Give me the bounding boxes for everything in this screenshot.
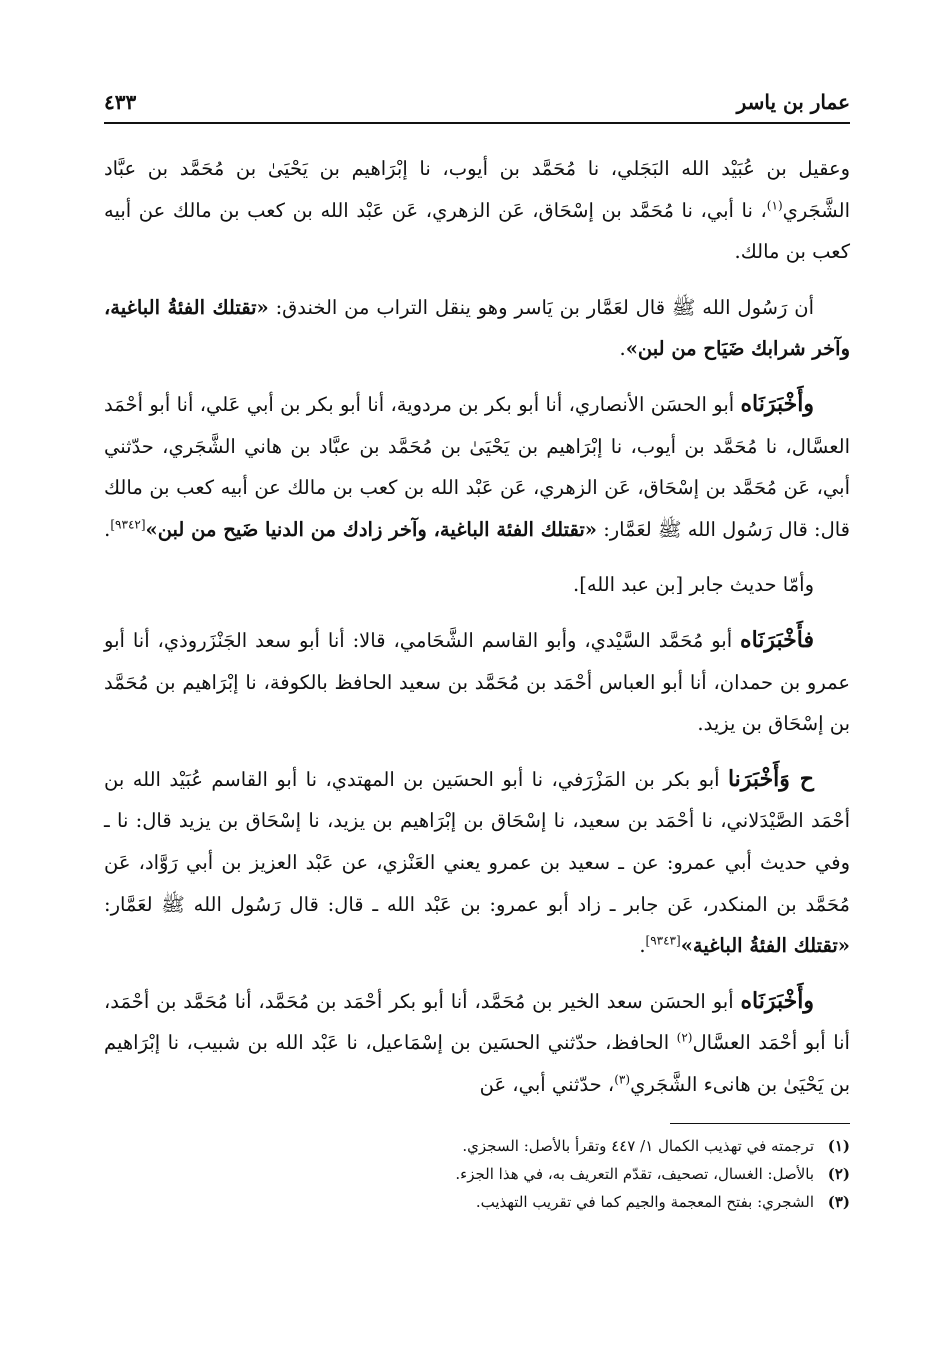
book-page: [104, 78, 850, 1328]
hadith-text: «تقتلك الفئةُ الباغية»: [680, 934, 850, 958]
hadith-number: [٩٣٤٢]: [110, 517, 146, 532]
lead-word: ح وَأَخْبَرَنا: [727, 765, 814, 792]
page-body: [104, 148, 850, 1105]
footnote-text: الشجري: بفتح المعجمة والجيم كما في تقريب التهذيب.: [475, 1193, 814, 1212]
paragraph-text: أن رَسُول الله ﷺ قال لعَمَّار بن يَاسر وهو ينقل التراب من الخندق:: [268, 295, 814, 319]
hadith-number: [٩٣٤٣]: [645, 933, 681, 948]
footnote-divider: [670, 1123, 850, 1124]
footnote-2: [104, 1160, 850, 1188]
lead-word: فأَخْبَرَنَاه: [740, 626, 814, 653]
paragraph-text: أبو مُحَمَّد السَّيْدي، وأبو القاسم الشَّحَامي، قالا: أنا أبو سعد الجَنْزَروذي، أنا أبو عمرو بن حمدان، أنا أبو العباس أحْمَد بن مُحَمَّد بن سعيد الحافظ بالكوفة، نا إبْرَاهيم بن مُحَمَّد بن إسْحَاق بن يزيد.: [104, 628, 850, 736]
paragraph-1: [104, 148, 850, 273]
footnote-text: بالأصل: الغسال، تصحيف، تقدّم التعريف به، في هذا الجزء.: [455, 1165, 814, 1184]
paragraph-text: أبو الحسَن سعد الخير بن مُحَمَّد، أنا أبو بكر أحْمَد بن مُحَمَّد، أنا مُحَمَّد بن أحْمَد، أنا أبو أحْمَد العسَّال: [104, 989, 850, 1055]
footnote-number: (١): [827, 1137, 850, 1156]
footnote-marker: (١): [766, 198, 783, 213]
paragraph-4: [104, 564, 850, 606]
paragraph-text: .: [619, 337, 626, 361]
paragraph-text: أبو بكر بن المَزْرَفي، نا أبو الحسَين بن المهتدي، نا أبو القاسم عُبَيْد الله بن أحْمَد الصَّيْدَلاني، نا أحْمَد بن سعيد، نا إسْحَاق بن إبْرَاهيم بن يزيد، نا إسْحَاق بن يزيد قال: نا ـ وفي حديث أبي عمرو: عن ـ سعيد بن عمرو يعني العَنْزي، عن عَبْد العزيز بن أبي رَوَّاد، عَن مُحَمَّد بن المنكدر، عَن جابر ـ زاد أبو عمرو: بن عَبْد الله ـ قال: قال رَسُول الله ﷺ لعَمَّار:: [104, 767, 851, 916]
paragraph-text: أبو الحسَن الأنصاري، أنا أبو بكر بن مردوية، أنا أبو بكر بن أبي عَلي، أنا أبو أحْمَد العسَّال، نا مُحَمَّد بن أيوب، نا إبْرَاهيم بن يَحْيَىٰ بن مُحَمَّد بن عبَّاد بن هاني الشَّجَري، حدّثني أبي، عَن مُحَمَّد بن إسْحَاق، عَن الزهري، عَن عَبْد الله بن كعب بن مالك عن أبيه كعب بن مالك قال: قال رَسُول الله ﷺ لعَمَّار:: [104, 392, 850, 541]
footnote-1: [104, 1132, 850, 1160]
paragraph-text: ، نا أبي، نا مُحَمَّد بن إسْحَاق، عَن الزهري، عَن عَبْد الله بن كعب بن مالك عن أبيه كعب بن مالك.: [104, 198, 850, 264]
paragraph-3: [104, 384, 850, 550]
paragraph-7: [104, 981, 850, 1106]
paragraph-text: ، حدّثني أبي، عَن: [479, 1072, 615, 1096]
lead-word: وأَخْبَرَنَاه: [740, 390, 814, 417]
paragraph-text: .: [639, 934, 646, 958]
footnotes: [104, 1132, 850, 1216]
lead-word: وأَخْبَرَنَاه: [740, 987, 814, 1014]
footnote-3: [104, 1188, 850, 1216]
paragraph-5: [104, 620, 850, 745]
paragraph-6: [104, 759, 850, 967]
footnote-number: (٣): [827, 1193, 850, 1212]
page-number: ٤٣٣: [104, 90, 137, 114]
footnote-marker: (٢): [676, 1030, 693, 1045]
paragraph-text: وأمّا حديث جابر [بن عبد الله].: [573, 573, 814, 597]
running-title: عمار بن ياسر: [736, 90, 850, 114]
paragraph-text: .: [104, 517, 111, 541]
hadith-text: «تقتلك الفئة الباغية، وآخر زادك من الدنيا ضَيح من لبن»: [145, 517, 597, 541]
hadith-text: «تقتلك الفئةُ الباغية، وآخر شرابك ضَيَاح من لبن»: [104, 295, 850, 361]
paragraph-2: [104, 287, 850, 370]
footnote-number: (٢): [827, 1165, 850, 1184]
footnote-marker: (٣): [614, 1072, 631, 1087]
footnote-text: ترجمته في تهذيب الكمال ١/ ٤٤٧ وتقرأ بالأصل: السجزي.: [462, 1137, 814, 1156]
paragraph-text: الحافظ، حدّثني الحسَين بن إسْمَاعيل، نا عَبْد الله بن شبيب، نا إبْرَاهيم بن يَحْيَىٰ بن هانىء الشَّجَري: [104, 1031, 850, 1096]
page-header: [104, 78, 850, 124]
paragraph-text: وعقيل بن عُبَيْد الله البَجَلي، نا مُحَمَّد بن أيوب، نا إبْرَاهيم بن يَحْيَىٰ بن مُحَمَّد بن عبَّاد الشَّجَري: [104, 157, 850, 222]
